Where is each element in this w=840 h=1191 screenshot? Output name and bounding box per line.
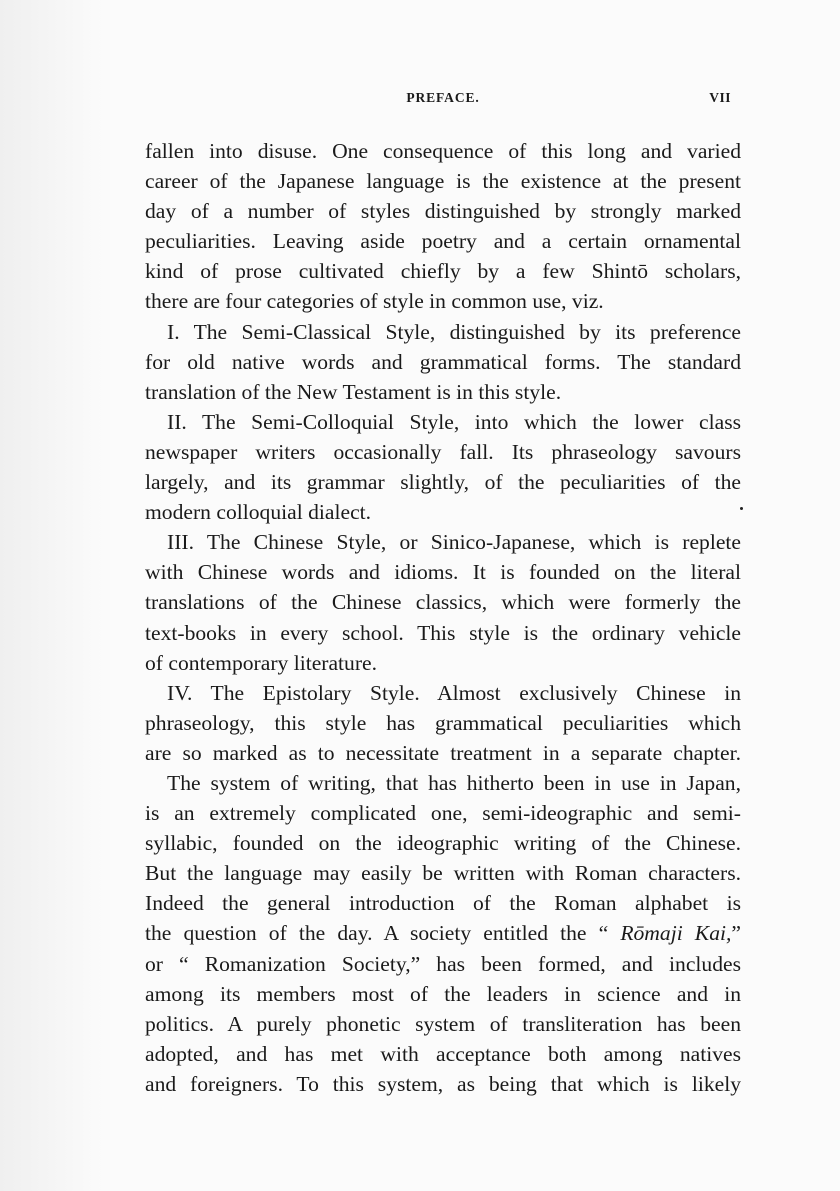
- text-segment: the question of the day. A society entitled the “: [145, 921, 621, 946]
- text-line: phraseology, this style has grammatical peculiarities which: [145, 710, 741, 735]
- text-line: The system of writing, that has hitherto been in use in Japan,: [167, 770, 741, 795]
- text-line: modern colloquial dialect.: [145, 500, 372, 525]
- text-line: I. The Semi-Classical Style, distinguished by its preference: [167, 319, 741, 344]
- text-line: among its members most of the leaders in science and in: [145, 981, 741, 1006]
- text-line: of contemporary literature.: [145, 650, 378, 675]
- text-line: adopted, and has met with acceptance both among natives: [145, 1041, 741, 1066]
- text-line: translations of the Chinese classics, which were formerly the: [145, 590, 741, 615]
- print-speck: [740, 507, 743, 510]
- page-gutter-shade: [0, 0, 104, 1191]
- text-line: IV. The Epistolary Style. Almost exclusively Chinese in: [167, 680, 741, 705]
- text-line: But the language may easily be written with Roman characters.: [145, 861, 741, 886]
- body-text: [145, 136, 741, 1099]
- text-line: is an extremely complicated one, semi-ideographic and semi-: [145, 801, 741, 826]
- text-line: peculiarities. Leaving aside poetry and a certain ornamental: [145, 229, 741, 254]
- running-header: [145, 90, 741, 110]
- text-line: day of a number of styles distinguished by strongly marked: [145, 199, 741, 224]
- text-line: II. The Semi-Colloquial Style, into which the lower class: [167, 409, 741, 434]
- running-title: PREFACE.: [406, 90, 480, 105]
- italic-term: Rōmaji Kai,: [620, 921, 732, 946]
- text-line-with-italic: [145, 918, 741, 948]
- text-line: kind of prose cultivated chiefly by a few Shintō scholars,: [145, 259, 741, 284]
- text-line: politics. A purely phonetic system of transliteration has been: [145, 1011, 741, 1036]
- text-line: syllabic, founded on the ideographic writing of the Chinese.: [145, 831, 741, 856]
- text-line: III. The Chinese Style, or Sinico-Japanese, which is replete: [167, 530, 741, 555]
- text-line: with Chinese words and idioms. It is founded on the literal: [145, 560, 741, 585]
- text-line: fallen into disuse. One consequence of this long and varied: [145, 139, 741, 163]
- text-segment: ”: [731, 921, 741, 946]
- text-line: are so marked as to necessitate treatment in a separate chapter.: [145, 740, 741, 765]
- text-line: there are four categories of style in common use, viz.: [145, 289, 604, 314]
- text-line: translation of the New Testament is in this style.: [145, 379, 562, 404]
- text-line: Indeed the general introduction of the Roman alphabet is: [145, 891, 741, 916]
- text-line: for old native words and grammatical forms. The standard: [145, 349, 741, 374]
- text-line: largely, and its grammar slightly, of the peculiarities of the: [145, 470, 741, 495]
- page-number: VII: [709, 90, 731, 105]
- text-line: career of the Japanese language is the existence at the present: [145, 169, 741, 194]
- text-line: or “ Romanization Society,” has been formed, and includes: [145, 951, 741, 976]
- text-line: and foreigners. To this system, as being that which is likely: [145, 1071, 741, 1096]
- text-line: newspaper writers occasionally fall. Its phraseology savours: [145, 439, 741, 464]
- text-line: text-books in every school. This style is the ordinary vehicle: [145, 620, 741, 645]
